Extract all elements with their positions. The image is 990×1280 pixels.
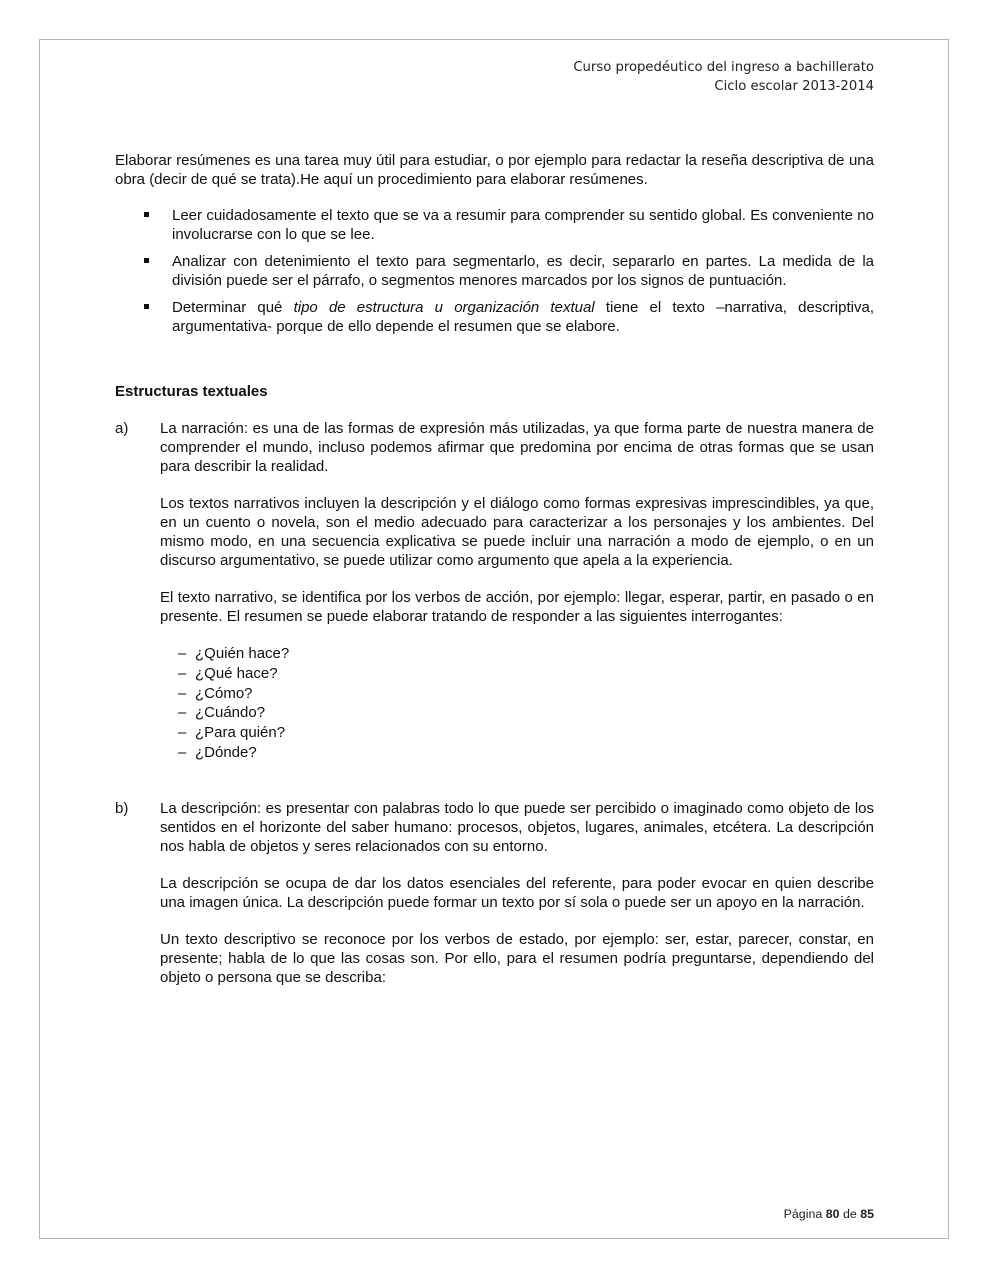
question-item [178,703,874,723]
list-item-text-pre: Determinar qué [172,299,294,316]
footer-page-word: Página [783,1207,823,1221]
page-content [115,151,874,1005]
question-text: ¿Para quién? [195,724,286,742]
list-item [115,298,874,336]
square-bullet-icon [144,212,149,217]
current-page-number: 80 [825,1207,840,1221]
section-heading: Estructuras textuales [115,383,268,400]
question-item [178,743,874,763]
question-item [178,644,874,664]
item-paragraph: El texto narrativo, se identifica por los verbos de acción, por ejemplo: llegar, esperar, partir, en pasado o en presente. El resumen se puede elaborar tratando de responder a las siguientes interrogantes: [160,589,874,625]
intro-paragraph: Elaborar resúmenes es una tarea muy útil para estudiar, o por ejemplo para redactar la reseña descriptiva de una obra (decir de qué se trata).He aquí un procedimiento para elaborar resúmenes. [115,152,874,188]
list-item [115,206,874,244]
question-text: ¿Dónde? [195,743,257,761]
question-list [160,644,874,763]
square-bullet-icon [144,304,149,309]
question-text: ¿Cuándo? [195,704,266,722]
dash-bullet-icon: – [178,645,187,662]
item-marker: a) [115,420,129,437]
question-text: ¿Qué hace? [195,664,278,682]
question-item [178,723,874,743]
item-paragraph: La descripción se ocupa de dar los datos esenciales del referente, para poder evocar en quien describe una imagen única. La descripción puede formar un texto por sí sola o puede ser un apoyo en la narración. [160,874,874,911]
item-marker: b) [115,799,129,817]
dash-bullet-icon: – [178,684,187,702]
question-item [178,664,874,684]
item-paragraph: La descripción: es presentar con palabras todo lo que puede ser percibido o imaginado como objeto de los sentidos en el horizonte del saber humano: procesos, objetos, lugares, animales, etcétera. La descripción nos habla de objetos y seres relacionados con su entorno. [160,799,874,855]
procedure-list [115,206,874,336]
question-text: ¿Cómo? [195,684,253,702]
question-text: ¿Quién hace? [195,645,290,662]
question-item [178,684,874,704]
dash-bullet-icon: – [178,704,187,722]
footer-of-word: de [842,1207,857,1221]
structure-item-narration [115,419,874,763]
dash-bullet-icon: – [178,724,187,742]
header-course-title: Curso propedéutico del ingreso a bachillerato [573,60,874,75]
dash-bullet-icon: – [178,664,187,682]
item-paragraph: La narración: es una de las formas de expresión más utilizadas, ya que forma parte de nuestra manera de comprender el mundo, incluso podemos afirmar que predomina por encima de otras formas que se usan para describir la realidad. [160,420,874,475]
header-school-cycle: Ciclo escolar 2013-2014 [714,79,874,94]
item-paragraph: Un texto descriptivo se reconoce por los verbos de estado, por ejemplo: ser, estar, parecer, constar, en presente; habla de lo que las cosas son. Por ello, para el resumen podría preguntarse, dependiendo del objeto o persona que se describa: [160,930,874,986]
page-header [573,58,874,96]
structure-item-description [115,799,874,987]
page-footer [784,1207,874,1221]
list-item-emphasis: tipo de estructura u organización textual [293,299,595,316]
list-item-text: Analizar con detenimiento el texto para segmentarlo, es decir, separarlo en partes. La medida de la división puede ser el párrafo, o segmentos menores marcados por los signos de puntuación. [172,253,874,289]
item-paragraph: Los textos narrativos incluyen la descripción y el diálogo como formas expresivas imprescindibles, ya que, en un cuento o novela, son el medio adecuado para caracterizar a los personajes y los ambientes. Del mismo modo, en una secuencia explicativa se puede incluir una narración a modo de ejemplo, o en un discurso argumentativo, se puede utilizar como argumento que apela a la experiencia. [160,495,874,569]
list-item [115,252,874,290]
total-pages-number: 85 [860,1207,874,1221]
list-item-text: Leer cuidadosamente el texto que se va a resumir para comprender su sentido global. Es conveniente no involucrarse con lo que se lee. [172,207,874,243]
list-item-text-post: tiene el texto –narrativa, descriptiva, argumentativa- porque de ello depende el resumen que se elabore. [172,299,874,335]
dash-bullet-icon: – [178,743,187,761]
square-bullet-icon [144,258,149,263]
